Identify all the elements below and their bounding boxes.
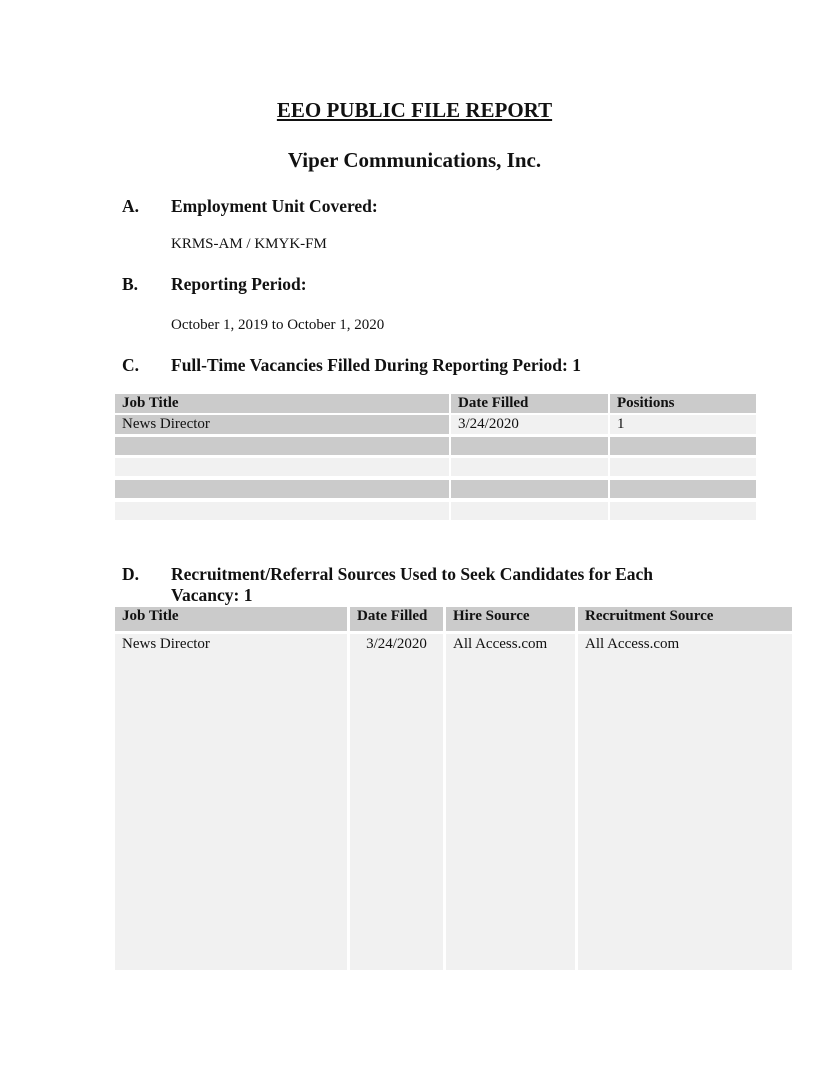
section-a-heading: Employment Unit Covered:	[171, 196, 378, 216]
sources-header-recruitment-source: Recruitment Source	[578, 607, 792, 631]
section-b-heading: Reporting Period:	[171, 274, 307, 294]
sources-cell-date-filled: 3/24/2020	[350, 634, 443, 970]
sources-cell-job-title: News Director	[115, 634, 347, 970]
vacancies-cell-date-filled	[451, 458, 608, 476]
vacancies-header-job-title: Job Title	[115, 394, 449, 413]
vacancies-cell-positions	[610, 502, 756, 520]
section-d-heading-line1: Recruitment/Referral Sources Used to Seek Candidates for Each	[171, 564, 653, 584]
sources-header-hire-source: Hire Source	[446, 607, 575, 631]
vacancies-header-date-filled: Date Filled	[451, 394, 608, 413]
section-c-letter: C.	[122, 355, 140, 375]
reporting-period-value: October 1, 2019 to October 1, 2020	[171, 317, 385, 333]
company-name: Viper Communications, Inc.	[287, 148, 542, 172]
section-a-letter: A.	[122, 196, 140, 216]
section-d-letter: D.	[122, 564, 140, 584]
vacancies-cell-job-title	[115, 437, 449, 455]
vacancies-cell-job-title: News Director	[115, 415, 449, 434]
vacancies-cell-positions: 1	[610, 415, 756, 434]
section-b-letter: B.	[122, 274, 139, 294]
vacancies-cell-job-title	[115, 480, 449, 498]
vacancies-cell-positions	[610, 437, 756, 455]
vacancies-cell-date-filled	[451, 502, 608, 520]
vacancies-cell-job-title	[115, 502, 449, 520]
report-title: EEO PUBLIC FILE REPORT	[276, 98, 553, 122]
sources-cell-hire-source: All Access.com	[446, 634, 575, 970]
vacancies-cell-date-filled: 3/24/2020	[451, 415, 608, 434]
section-d-heading-line2: Vacancy: 1	[171, 585, 253, 605]
vacancies-cell-job-title	[115, 458, 449, 476]
section-c-heading: Full-Time Vacancies Filled During Reporting Period: 1	[171, 355, 581, 375]
vacancies-cell-positions	[610, 458, 756, 476]
sources-cell-recruitment-source: All Access.com	[578, 634, 792, 970]
employment-unit-value: KRMS-AM / KMYK-FM	[171, 236, 327, 252]
vacancies-cell-date-filled	[451, 437, 608, 455]
vacancies-cell-positions	[610, 480, 756, 498]
sources-header-job-title: Job Title	[115, 607, 347, 631]
sources-header-date-filled: Date Filled	[350, 607, 443, 631]
vacancies-cell-date-filled	[451, 480, 608, 498]
vacancies-header-positions: Positions	[610, 394, 756, 413]
